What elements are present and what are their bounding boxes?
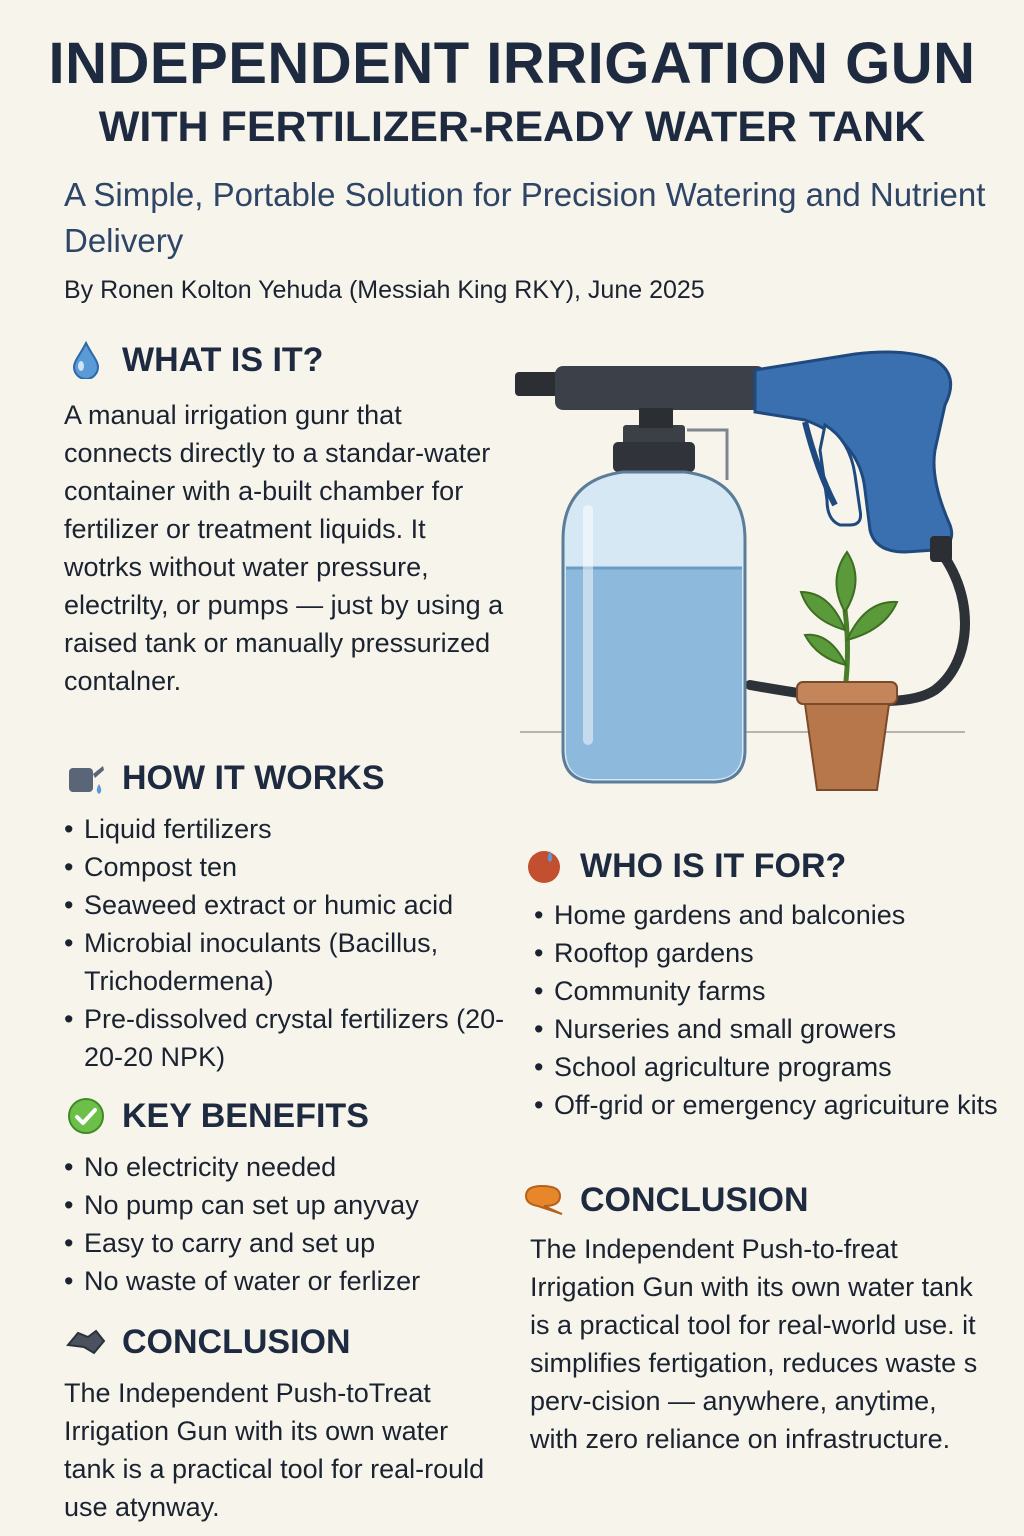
byline: By Ronen Kolton Yehuda (Messiah King RKY), June 2025 [64,276,705,304]
key-benefits-list [64,1148,524,1300]
list-item: • Home gardens and balconies [534,896,1004,934]
conclusion-right-heading: CONCLUSION [580,1180,809,1219]
subtitle: A Simple, Portable Solution for Precision Watering and Nutrient Delivery [64,176,986,259]
list-item: • Off-grid or emergency agricuiture kits [534,1086,1004,1124]
list-item: • Pre-dissolved crystal fertilizers (20-20-20 NPK) [64,1000,524,1076]
conclusion-left-heading: CONCLUSION [122,1322,351,1361]
key-benefits-heading: KEY BENEFITS [122,1096,369,1135]
conclusion-left-text: The Independent Push-toTreat Irrigation Gun with its own water tank is a practical tool for real-rould use atynway. [64,1378,485,1522]
title-line-1: INDEPENDENT IRRIGATION GUN [48,31,976,96]
list-item: • Compost ten [64,848,524,886]
list-item: • Nurseries and small growers [534,1010,1004,1048]
people-icon [522,846,566,886]
what-is-it-heading: WHAT IS IT? [122,340,324,379]
list-item: • Microbial inoculants (Bacillus, Trichodermena) [64,924,524,1000]
title-line-2: WITH FERTILIZER-READY WATER TANK [98,103,926,151]
list-item: • School agriculture programs [534,1048,1004,1086]
list-item: • No electricity needed [64,1148,524,1186]
how-it-works-heading-row [64,758,385,798]
conclusion-right-text: The Independent Push-to-freat Irrigation Gun with its own water tank is a practical tool for real-world use. it simplifies fertigation, reduces waste s perv-cision — anywhere, anytime, with zero reliance on infrastructure. [530,1234,978,1454]
conclusion-right-heading-row [522,1180,809,1220]
who-is-it-for-list [534,896,1004,1124]
key-benefits-heading-row [64,1096,369,1136]
handshake-icon [64,1322,108,1362]
conclusion-left-heading-row [64,1322,351,1362]
what-is-it-heading-row [64,340,323,380]
water-drop-icon [64,340,108,380]
speech-bubble-icon [522,1180,566,1220]
list-item: • No pump can set up anyvay [64,1186,524,1224]
irrigation-gun-tank-illustration [505,330,975,800]
how-it-works-heading: HOW IT WORKS [122,758,385,797]
what-is-it-text: A manual irrigation gunr that connects directly to a standar-water container with a-built chamber for fertilizer or treatment liquids. It wotrks without water pressure, electrilty, or pumps — just by using a raised tank or manually pressurized contalner. [64,400,504,696]
who-is-it-for-heading-row [522,846,846,886]
list-item: • Rooftop gardens [534,934,1004,972]
check-mark-icon [64,1096,108,1136]
list-item: • Community farms [534,972,1004,1010]
list-item: • No waste of water or ferlizer [64,1262,524,1300]
how-it-works-list [64,810,524,1076]
list-item: • Liquid fertilizers [64,810,524,848]
watering-icon [64,758,108,798]
list-item: • Easy to carry and set up [64,1224,524,1262]
who-is-it-for-heading: WHO IS IT FOR? [580,846,847,885]
list-item: • Seaweed extract or humic acid [64,886,524,924]
